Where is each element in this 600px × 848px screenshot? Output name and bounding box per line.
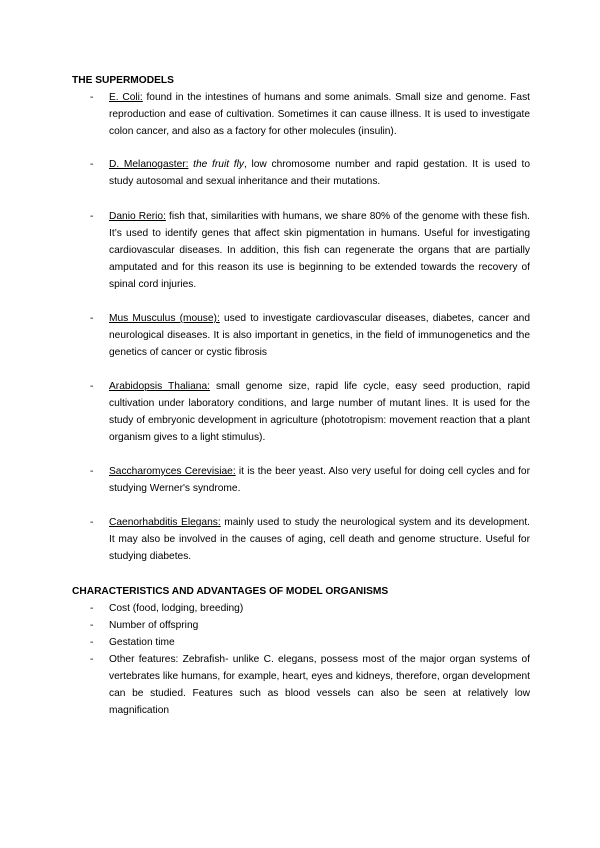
section-heading-supermodels: THE SUPERMODELS (72, 75, 174, 86)
bullet-dash: - (90, 654, 94, 665)
list-item-text (109, 310, 530, 361)
list-item-saccharomyces-cerevisiae (72, 463, 530, 497)
list-item-text (109, 89, 530, 140)
organism-description: used to investigate cardiovascular diseases, diabetes, cancer and neurological diseases. It is also important in genetics, in the field of immunogenetics and the genetics of cancer or cystic fibrosis (109, 313, 530, 358)
bullet-dash: - (90, 603, 94, 614)
list-item-caenorhabditis-elegans (72, 514, 530, 565)
organism-description: fish that, similarities with humans, we share 80% of the genome with these fish. It’s used to identify genes that affect skin pigmentation in humans. Useful for investigating cardiovascular diseases. In addition, this fish can regenerate the organs that are partially amputated and for this reason its use is beginning to be extended towards the recovery of spinal cord injuries. (109, 211, 530, 290)
organism-term: Mus Musculus (mouse): (109, 313, 220, 324)
organism-common-name: the fruit fly (188, 159, 244, 170)
list-item-text (109, 208, 530, 293)
bullet-dash: - (90, 92, 94, 103)
organism-term: D. Melanogaster: (109, 159, 189, 170)
list-item-gestation (72, 634, 530, 651)
list-item-cost (72, 600, 530, 617)
bullet-dash: - (90, 159, 94, 170)
organism-description: it is the beer yeast. Also very useful for doing cell cycles and for studying Werner's syndrome. (109, 466, 530, 494)
bullet-dash: - (90, 620, 94, 631)
organism-description: small genome size, rapid life cycle, easy seed production, rapid cultivation under laboratory conditions, and large number of mutant lines. It is used for the study of embryonic development in agriculture (phototropism: movement reaction that a plant organism gives to a light stimulus). (109, 381, 530, 443)
list-item-offspring (72, 617, 530, 634)
section-heading-characteristics: CHARACTERISTICS AND ADVANTAGES OF MODEL ORGANISMS (72, 586, 389, 597)
list-item-text: Other features: Zebrafish- unlike C. elegans, possess most of the major organ systems of vertebrates like humans, for example, heart, eyes and kidneys, therefore, organ development can be studied. Features such as blood vessels can also be seen at relatively low magnification (109, 654, 530, 716)
organism-description: mainly used to study the neurological system and its development. It may also be involved in the causes of aging, cell death and genome structure. Useful for studying diabetes. (109, 517, 530, 562)
list-item-text (109, 378, 530, 446)
organism-term: Danio Rerio: (109, 211, 166, 222)
list-item-text: Cost (food, lodging, breeding) (109, 603, 244, 614)
list-item-e-coli (72, 89, 530, 140)
list-item-text: Number of offspring (109, 620, 199, 631)
bullet-dash: - (90, 313, 94, 324)
organism-description: found in the intestines of humans and some animals. Small size and genome. Fast reproduction and ease of cultivation. Sometimes it can cause illness. It is used to investigate colon cancer, and also as a factory for other molecules (insulin). (109, 92, 530, 137)
list-item-text: Gestation time (109, 637, 175, 648)
list-item-other-features (72, 651, 530, 719)
organism-term: E. Coli: (109, 92, 143, 103)
list-item-text (109, 463, 530, 497)
list-item-text (109, 514, 530, 565)
list-item-d-melanogaster (72, 156, 530, 190)
bullet-dash: - (90, 637, 94, 648)
list-item-danio-rerio (72, 208, 530, 293)
organism-term: Arabidopsis Thaliana: (109, 381, 210, 392)
bullet-dash: - (90, 466, 94, 477)
organism-description: , low chromosome number and rapid gestation. It is used to study autosomal and sexual inheritance and their mutations. (109, 159, 531, 187)
bullet-dash: - (90, 381, 94, 392)
bullet-dash: - (90, 211, 94, 222)
list-item-text (109, 156, 530, 190)
organism-term: Saccharomyces Cerevisiae: (109, 466, 236, 477)
list-item-arabidopsis-thaliana (72, 378, 530, 446)
organism-term: Caenorhabditis Elegans: (109, 517, 221, 528)
list-item-mus-musculus (72, 310, 530, 361)
bullet-dash: - (90, 517, 94, 528)
